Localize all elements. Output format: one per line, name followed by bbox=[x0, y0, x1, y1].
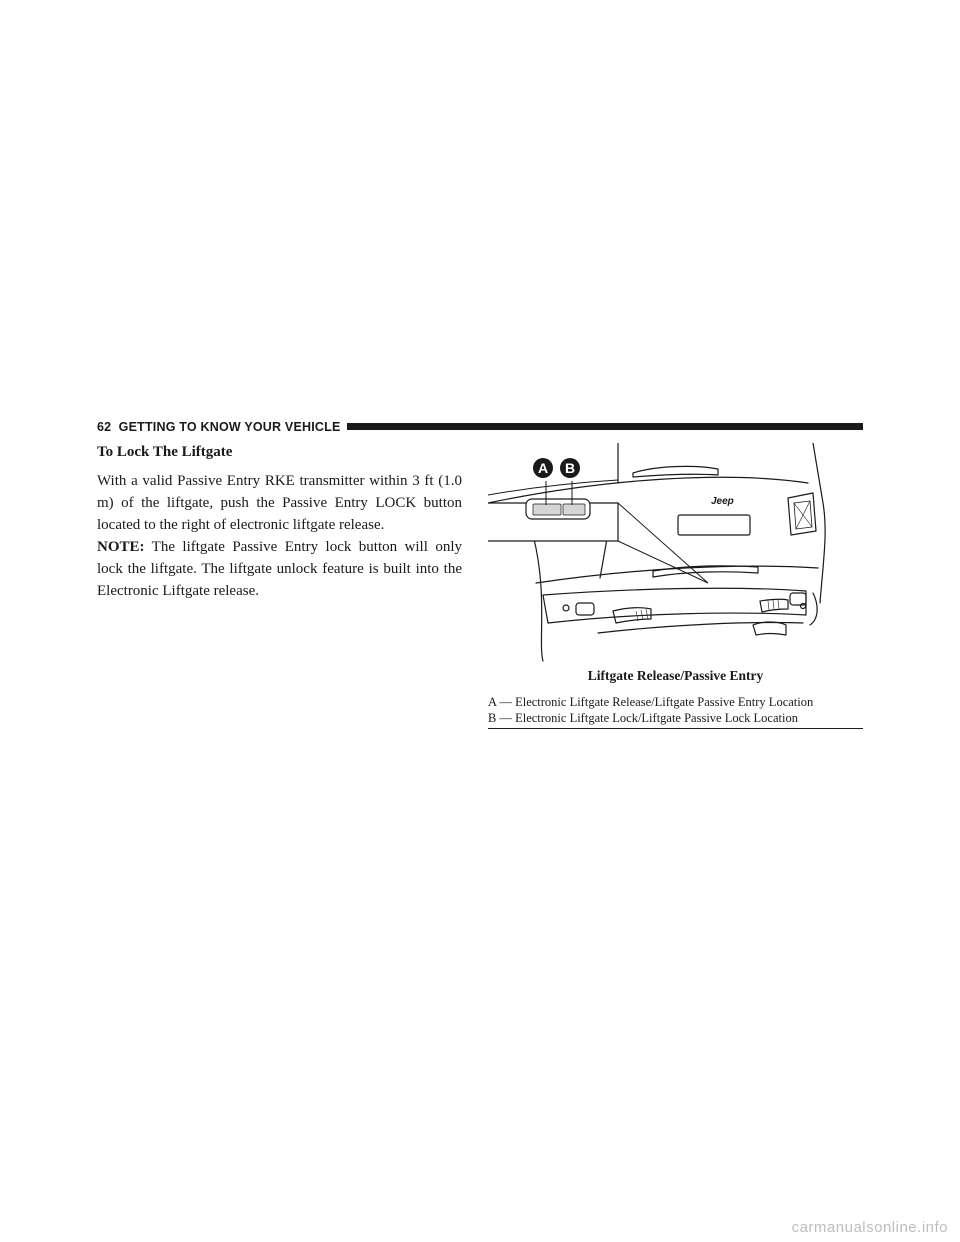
callout-a: A bbox=[537, 460, 549, 476]
figure-legend bbox=[488, 694, 863, 726]
note-text: The liftgate Passive Entry lock button will only lock the liftgate. The liftgate unlock feature is built into the Electronic Liftgate release. bbox=[97, 539, 462, 599]
inset-body-line bbox=[488, 480, 618, 495]
release-button-a bbox=[533, 504, 561, 515]
section-name: GETTING TO KNOW YOUR VEHICLE bbox=[118, 420, 341, 434]
right-fender bbox=[810, 593, 817, 625]
liftgate-drawing bbox=[488, 443, 863, 668]
page-number: 62 bbox=[97, 420, 112, 434]
watermark: carmanualsonline.info bbox=[791, 1219, 948, 1236]
right-sensor bbox=[801, 604, 806, 609]
jeep-badge: Jeep bbox=[711, 496, 734, 507]
exhaust-tips bbox=[753, 622, 786, 635]
rear-bumper bbox=[543, 588, 806, 623]
grille-hatch-right bbox=[768, 600, 779, 610]
legend-rule bbox=[488, 728, 863, 729]
legend-item-a: A — Electronic Liftgate Release/Liftgate Passive Entry Location bbox=[488, 695, 814, 709]
rear-wiper bbox=[633, 466, 718, 477]
right-skid-grille bbox=[760, 599, 788, 612]
paragraph-instructions: With a valid Passive Entry RKE transmitter within 3 ft (1.0 m) of the liftgate, push the Passive Entry LOCK button located to the right of electronic liftgate release. bbox=[97, 473, 462, 533]
lock-button-b bbox=[563, 504, 585, 515]
header-rule bbox=[347, 423, 863, 430]
section-title: To Lock The Liftgate bbox=[97, 444, 233, 460]
legend-item-b: B — Electronic Liftgate Lock/Liftgate Passive Lock Location bbox=[488, 711, 798, 725]
figure-caption: Liftgate Release/Passive Entry bbox=[587, 668, 764, 683]
left-sensor bbox=[563, 605, 569, 611]
header-text bbox=[97, 419, 347, 435]
left-body-edge bbox=[533, 535, 543, 661]
left-reflector bbox=[576, 603, 594, 615]
license-plate-recess bbox=[678, 515, 750, 535]
note-label: NOTE: bbox=[97, 539, 145, 555]
callout-b: B bbox=[564, 460, 576, 476]
page-header bbox=[97, 419, 863, 435]
lower-diffuser bbox=[598, 622, 803, 633]
note-paragraph bbox=[97, 536, 462, 602]
liftgate-illustration bbox=[488, 443, 863, 668]
taillight-x bbox=[794, 501, 812, 529]
bumper-trim bbox=[653, 566, 758, 577]
